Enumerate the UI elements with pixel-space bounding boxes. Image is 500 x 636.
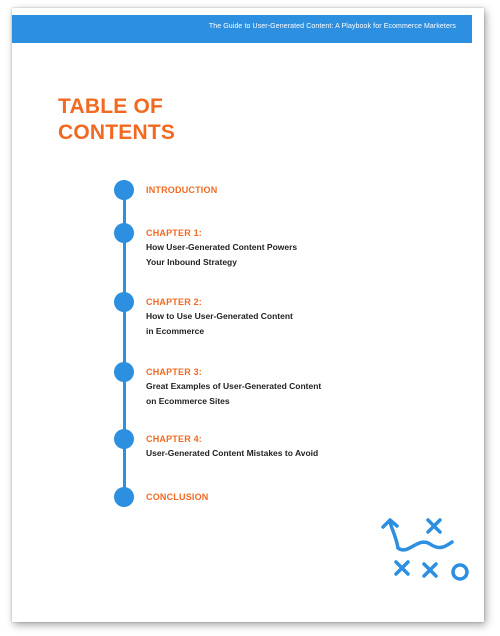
toc-entry-description-line: Great Examples of User-Generated Content bbox=[146, 381, 322, 391]
toc-entry-description bbox=[146, 379, 321, 409]
toc-entry-description bbox=[146, 240, 297, 270]
page-title-line-1: TABLE OF bbox=[58, 95, 164, 118]
toc-entry-label: INTRODUCTION bbox=[146, 185, 218, 195]
toc-entry-label: CHAPTER 2: bbox=[146, 297, 203, 307]
page-title bbox=[58, 94, 175, 146]
toc-entry-chapter-2[interactable] bbox=[146, 296, 293, 339]
toc-entry-chapter-4[interactable] bbox=[146, 433, 318, 461]
toc-entry-description-line: How User-Generated Content Powers bbox=[146, 242, 298, 252]
toc-entry-introduction[interactable] bbox=[146, 184, 217, 196]
toc-entry-label: CHAPTER 1: bbox=[146, 228, 203, 238]
toc-entry-label: CHAPTER 4: bbox=[146, 434, 203, 444]
header-bar bbox=[12, 15, 472, 43]
toc-entry-chapter-1[interactable] bbox=[146, 227, 297, 270]
toc-entry-label: CONCLUSION bbox=[146, 492, 209, 502]
toc-entry-description bbox=[146, 309, 293, 339]
toc-entry-conclusion[interactable] bbox=[146, 491, 209, 503]
page-title-line-2: CONTENTS bbox=[58, 121, 176, 144]
toc-entry-chapter-3[interactable] bbox=[146, 366, 321, 409]
toc-entry-description-line: User-Generated Content Mistakes to Avoid bbox=[146, 448, 319, 458]
toc-entry-description bbox=[146, 446, 318, 461]
timeline-node-chapter-4 bbox=[114, 429, 134, 449]
toc-entry-description-line: How to Use User-Generated Content bbox=[146, 311, 293, 321]
timeline-node-chapter-3 bbox=[114, 362, 134, 382]
timeline-node-introduction bbox=[114, 180, 134, 200]
timeline-node-conclusion bbox=[114, 487, 134, 507]
timeline-node-chapter-1 bbox=[114, 223, 134, 243]
toc-entry-description-line: on Ecommerce Sites bbox=[146, 396, 230, 406]
play-diagram-icon bbox=[378, 506, 474, 588]
toc-entry-label: CHAPTER 3: bbox=[146, 367, 203, 377]
toc-entry-description-line: Your Inbound Strategy bbox=[146, 257, 237, 267]
timeline-node-chapter-2 bbox=[114, 292, 134, 312]
header-title: The Guide to User-Generated Content: A Playbook for Ecommerce Marketers bbox=[208, 23, 456, 30]
toc-entry-description-line: in Ecommerce bbox=[146, 326, 205, 336]
